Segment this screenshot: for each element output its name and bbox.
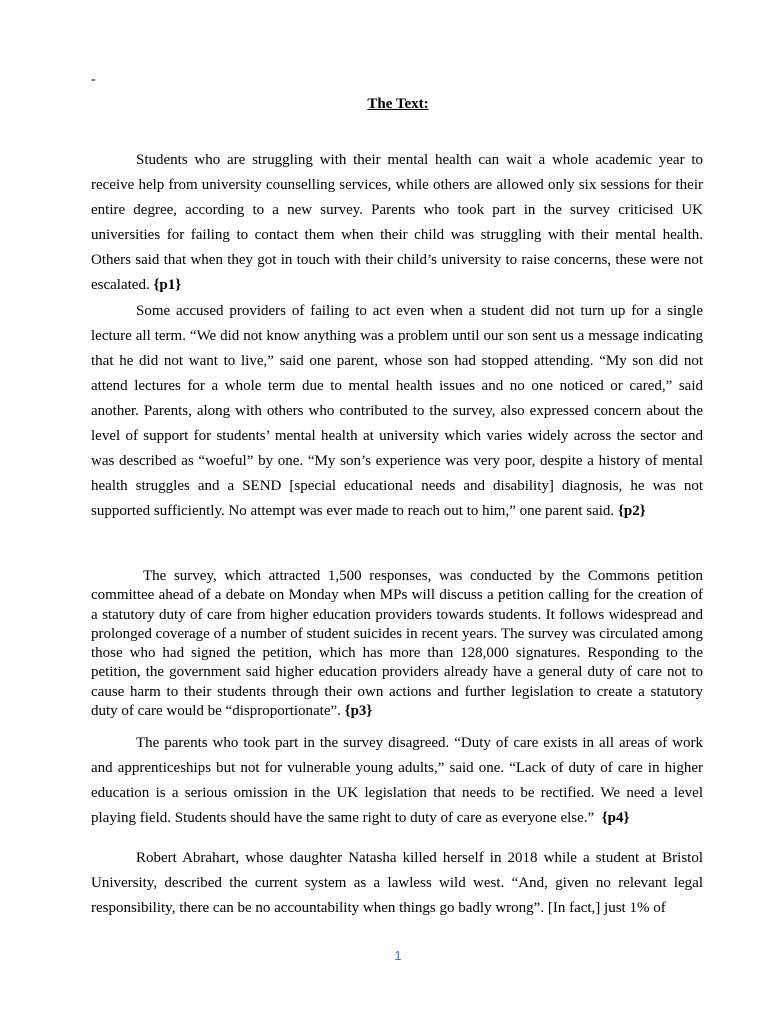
paragraph-block-3 [91, 567, 703, 721]
header-dash: - [91, 72, 96, 87]
page-number: 1 [394, 948, 402, 963]
paragraph-block-5 [91, 846, 703, 921]
document-title: The Text: [367, 96, 429, 112]
paragraph-p4: The parents who took part in the survey disagreed. “Duty of care exists in all areas of work and apprenticeships but not for vulnerable young adults,” said one. “Lack of duty of care in higher education is a serious omission in the UK legislation that needs to be rectified. We need a level playing field. Students should have the same right to duty of care as everyone else.” {p4} [91, 735, 703, 827]
paragraph-p1: Students who are struggling with their mental health can wait a whole academic year to receive help from university counselling services, while others are allowed only six sessions for their entire degree, according to a new survey. Parents who took part in the survey criticised UK universities for failing to contact them when their child was struggling with their mental health. Others said that when they got in touch with their child’s university to raise concerns, these were not escalated. {p1} [91, 152, 703, 294]
paragraph-p3: The survey, which attracted 1,500 responses, was conducted by the Commons petition committee ahead of a debate on Monday when MPs will discuss a petition calling for the creation of a statutory duty of care from higher education providers towards students. It follows widespread and prolonged coverage of a number of student suicides in recent years. The survey was circulated among those who had signed the petition, which has more than 128,000 signatures. Responding to the petition, the government said higher education providers already have a general duty of care not to cause harm to their students through their own actions and further legislation to create a statutory duty of care would be “disproportionate”. {p3} [91, 568, 703, 720]
paragraph-p5: Robert Abrahart, whose daughter Natasha killed herself in 2018 while a student at Bristol University, described the current system as a lawless wild west. “And, given no relevant legal responsibility, there can be no accountability when things go badly wrong”. [In fact,] just 1% of [91, 850, 703, 917]
paragraph-tag-p1: {p1} [153, 277, 182, 294]
paragraph-tag-p3: {p3} [344, 703, 373, 720]
paragraph-tag-p2: {p2} [617, 503, 646, 520]
paragraph-block-1-2 [91, 148, 703, 524]
paragraph-p2: Some accused providers of failing to act even when a student did not turn up for a single lecture all term. “We did not know anything was a problem until our son sent us a message indicating that he did not want to live,” said one parent, whose son had stopped attending. “My son did not attend lectures for a whole term due to mental health issues and no one noticed or cared,” said another. Parents, along with others who contributed to the survey, also expressed concern about the level of support for students’ mental health at university which varies widely across the sector and was described as “woeful” by one. “My son’s experience was very poor, despite a history of mental health struggles and a SEND [special educational needs and disability] diagnosis, he was not supported sufficiently. No attempt was ever made to reach out to him,” one parent said. {p2} [91, 302, 703, 520]
paragraph-tag-p4: {p4} [601, 810, 630, 827]
paragraph-block-4 [91, 731, 703, 831]
